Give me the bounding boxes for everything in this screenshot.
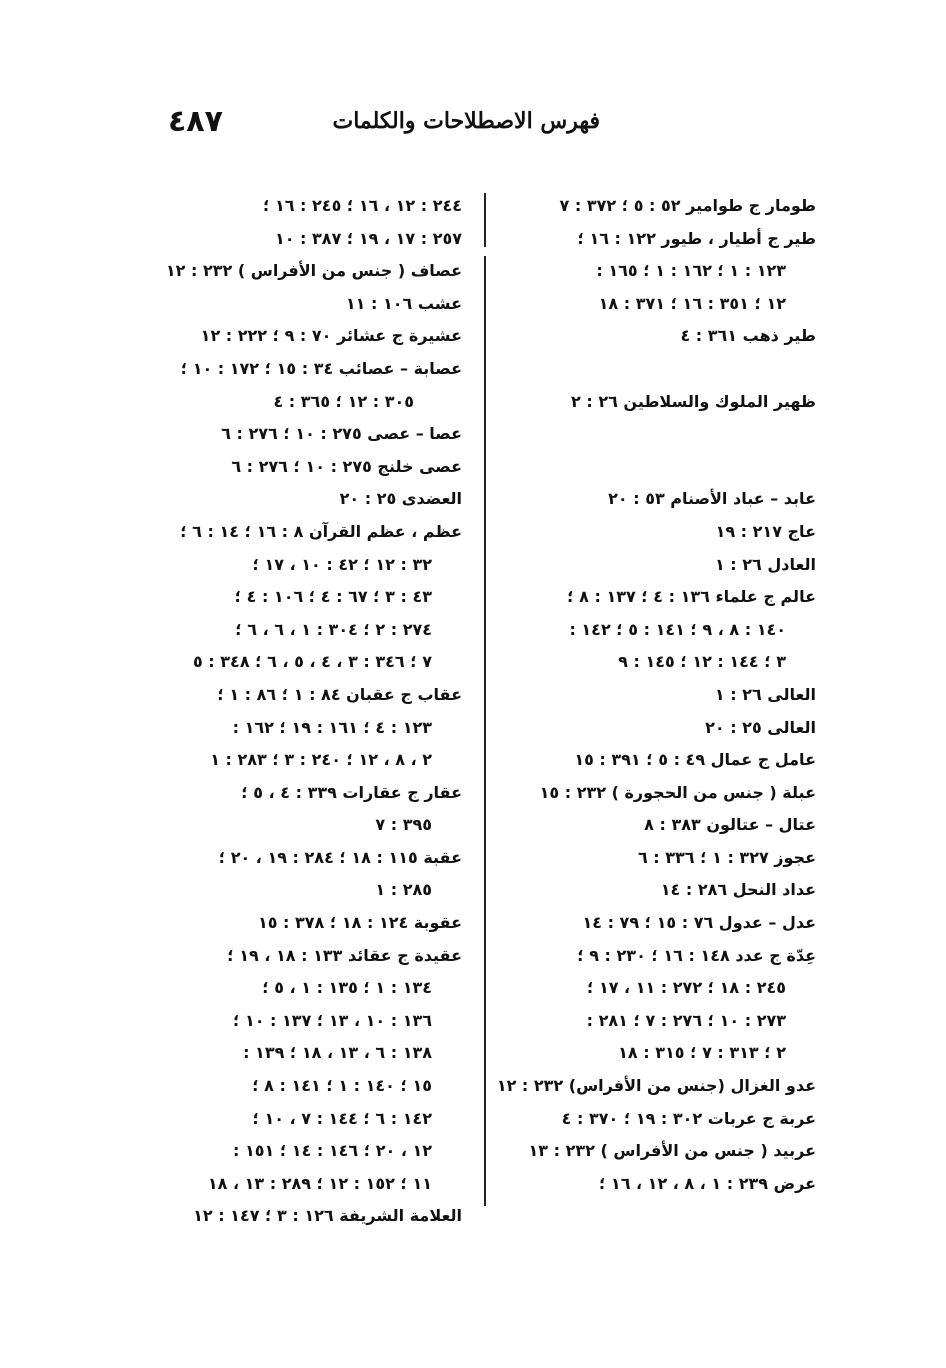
index-entry: العضدى ٢٥ : ٢٠ [339, 489, 462, 509]
index-entry: عربة ج عربات ٣٠٢ : ١٩ ؛ ٣٧٠ : ٤ [561, 1108, 816, 1128]
index-entry-continuation: ١٤٠ : ٨ ، ٩ ؛ ١٤١ : ٥ ؛ ١٤٢ : [569, 619, 786, 639]
index-entry: العلامة الشريفة ١٢٦ : ٣ ؛ ١٤٧ : ١٢ [193, 1206, 462, 1226]
index-entry-continuation: ٣ ؛ ١٤٤ : ١٢ ؛ ١٤٥ : ٩ [618, 652, 786, 672]
index-entry: عصابة – عصائب ٣٤ : ١٥ ؛ ١٧٢ : ١٠ ؛ [180, 358, 462, 378]
index-entry-continuation: ٤٣ : ٣ ؛ ٦٧ : ٤ ؛ ١٠٦ : ٤ ؛ [234, 587, 432, 607]
index-entry-continuation: ٢٧٣ : ١٠ ؛ ٢٧٦ : ٧ ؛ ٢٨١ : [586, 1010, 786, 1030]
index-entry: طير ج أطيار ، طيور ١٢٢ : ١٦ ؛ [577, 228, 816, 248]
index-entry: عِدّة ج عدد ١٤٨ : ١٦ ؛ ٢٣٠ : ٩ ؛ [577, 945, 816, 965]
index-entry-continuation: ٢ ؛ ٣١٣ : ٧ ؛ ٣١٥ : ١٨ [618, 1043, 786, 1063]
index-entry: عظم ، عظم القرآن ٨ : ١٦ ؛ ١٤ : ٦ ؛ [180, 521, 462, 541]
index-entry-continuation: ٢٨٥ : ١ [375, 880, 432, 900]
index-entry-continuation: ١٢ ؛ ٣٥١ : ١٦ ؛ ٣٧١ : ١٨ [598, 293, 786, 313]
index-entry-continuation: ٣٩٥ : ٧ [375, 815, 432, 835]
index-entry-continuation: ٢٤٥ : ١٨ ؛ ٢٧٢ : ١١ ، ١٧ ؛ [586, 978, 786, 998]
index-column-right [476, 190, 816, 1200]
index-entry: عدو الغزال (جنس من الأفراس) ٢٣٢ : ١٢ [496, 1076, 816, 1096]
index-entry-continuation: ١٣٤ : ١ ؛ ١٣٥ : ١ ، ٥ ؛ [262, 978, 432, 998]
index-entry: عشب ١٠٦ : ١١ [345, 293, 462, 313]
section-gap [476, 418, 816, 451]
index-entry-continuation: ١٣٨ : ٦ ، ١٣ ، ١٨ ؛ ١٣٩ : [243, 1043, 432, 1063]
index-entry: عدل – عدول ٧٦ : ١٥ ؛ ٧٩ : ١٤ [582, 913, 816, 933]
page-number: ٤٨٧ [168, 104, 223, 139]
section-gap [476, 353, 816, 386]
index-entry: العالى ٢٦ : ١ [714, 684, 816, 704]
index-entry: طومار ج طوامير ٥٢ : ٥ ؛ ٣٧٢ : ٧ [559, 196, 816, 215]
index-entry: عابد – عباد الأصنام ٥٣ : ٢٠ [608, 489, 816, 509]
index-entry: عداد النحل ٢٨٦ : ١٤ [660, 880, 816, 900]
index-entry: عصى خلنج ٢٧٥ : ١٠ ؛ ٢٧٦ : ٦ [231, 456, 462, 476]
index-entry: عرض ٢٣٩ : ١ ، ٨ ، ١٢ ، ١٦ ؛ [598, 1173, 816, 1193]
index-entry-continuation: ١١ ؛ ١٥٢ : ١٢ ؛ ٢٨٩ : ١٣ ، ١٨ [207, 1173, 432, 1193]
index-entry: عالم ج علماء ١٣٦ : ٤ ؛ ١٣٧ : ٨ ؛ [567, 587, 816, 607]
index-entry: عقوبة ١٢٤ : ١٨ ؛ ٣٧٨ : ١٥ [257, 913, 462, 933]
index-entry-continuation: ٣٠٥ : ١٢ ؛ ٣٦٥ : ٤ [273, 391, 414, 411]
index-entry: عاج ٢١٧ : ١٩ [715, 521, 816, 541]
index-entry-continuation: ١٢٣ : ١ ؛ ١٦٢ : ١ ؛ ١٦٥ : [596, 261, 786, 281]
index-entry: عشيرة ج عشائر ٧٠ : ٩ ؛ ٢٢٢ : ١٢ [200, 326, 462, 346]
index-entry-continuation: ١٢٣ : ٤ ؛ ١٦١ : ١٩ ؛ ١٦٢ : [232, 717, 432, 737]
section-gap [476, 451, 816, 484]
index-entry-continuation: ٣٢ : ١٢ ؛ ٤٢ : ١٠ ، ١٧ ؛ [252, 554, 432, 574]
index-entry-continuation: ٢٧٤ : ٢ ؛ ٣٠٤ : ١ ، ٦ ، ٦ ؛ [235, 619, 432, 639]
index-entry-continuation: ١٤٢ : ٦ ؛ ١٤٤ : ٧ ، ١٠ ؛ [252, 1108, 432, 1128]
index-entry: طير ذهب ٣٦١ : ٤ [680, 326, 816, 346]
running-head: فهرس الاصطلاحات والكلمات [332, 108, 600, 134]
index-entry-continuation: ٢٥٧ : ١٧ ، ١٩ ؛ ٣٨٧ : ١٠ [274, 228, 462, 248]
index-entry-continuation: ١٢ ، ٢٠ ؛ ١٤٦ : ١٤ ؛ ١٥١ : [232, 1141, 432, 1161]
index-entry: عبلة ( جنس من الحجورة ) ٢٣٢ : ١٥ [539, 782, 816, 802]
index-entry: عصاف ( جنس من الأفراس ) ٢٣٢ : ١٢ [165, 261, 462, 281]
index-entry: العالى ٢٥ : ٢٠ [705, 717, 816, 737]
index-entry: عجوز ٣٢٧ : ١ ؛ ٣٣٦ : ٦ [637, 847, 816, 867]
index-entry: عقيدة ج عقائد ١٣٣ : ١٨ ، ١٩ ؛ [227, 945, 462, 965]
index-entry: عصا – عصى ٢٧٥ : ١٠ ؛ ٢٧٦ : ٦ [221, 424, 462, 444]
index-entry: ظهير الملوك والسلاطين ٢٦ : ٢ [571, 391, 816, 411]
index-entry-continuation: ٢٤٤ : ١٢ ، ١٦ ؛ ٢٤٥ : ١٦ ؛ [262, 196, 462, 215]
index-entry-continuation: ٧ ؛ ٣٤٦ : ٣ ، ٤ ، ٥ ، ٦ ؛ ٣٤٨ : ٥ [192, 652, 432, 672]
index-entry: عربيد ( جنس من الأفراس ) ٢٣٢ : ١٣ [528, 1141, 816, 1161]
index-entry-continuation: ١٥ ؛ ١٤٠ : ١ ؛ ١٤١ : ٨ ؛ [252, 1076, 432, 1096]
index-entry: العادل ٢٦ : ١ [714, 554, 816, 574]
index-entry-continuation: ٢ ، ٨ ، ١٢ ؛ ٢٤٠ : ٣ ؛ ٢٨٣ : ١ [210, 750, 432, 770]
index-entry: عقار ج عقارات ٣٣٩ : ٤ ، ٥ ؛ [241, 782, 462, 802]
index-column-left [142, 190, 462, 1233]
index-entry: عامل ج عمال ٤٩ : ٥ ؛ ٣٩١ : ١٥ [574, 750, 816, 770]
index-entry: عقبة ١١٥ : ١٨ ؛ ٢٨٤ : ١٩ ، ٢٠ ؛ [218, 847, 462, 867]
index-entry: عتال – عتالون ٣٨٣ : ٨ [644, 815, 816, 835]
index-entry: عقاب ج عقبان ٨٤ : ١ ؛ ٨٦ : ١ ؛ [217, 684, 462, 704]
index-entry-continuation: ١٣٦ : ١٠ ، ١٣ ؛ ١٣٧ : ١٠ ؛ [232, 1010, 432, 1030]
